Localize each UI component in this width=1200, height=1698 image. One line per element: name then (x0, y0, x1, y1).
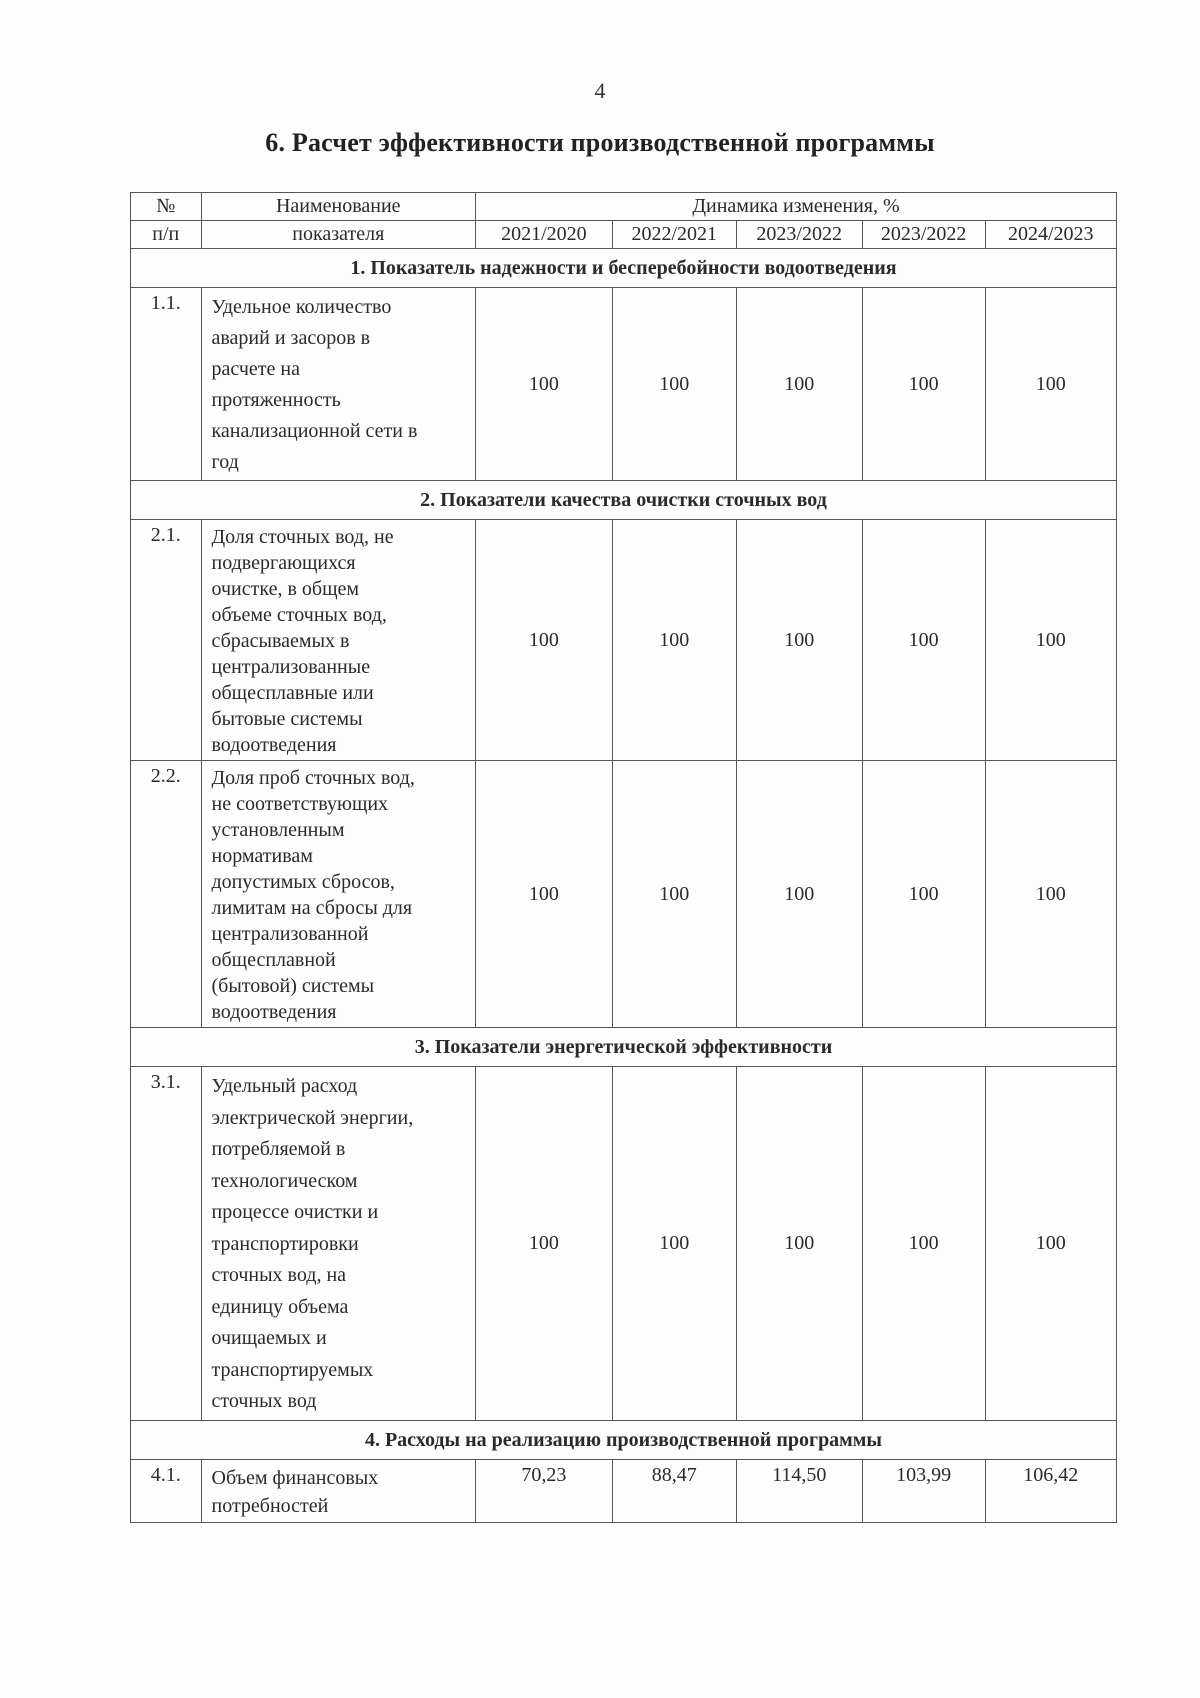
row-value: 100 (736, 288, 862, 481)
header-period: 2023/2022 (862, 221, 985, 249)
row-name-line: аварий и засоров в (211, 327, 371, 349)
row-name-line: очищаемых и (211, 1327, 327, 1349)
row-name-line: лимитам на сбросы для (211, 897, 413, 919)
row-value: 100 (985, 761, 1116, 1028)
row-name-line: протяженность (211, 389, 341, 411)
document-title: 6. Расчет эффективности производственной программы (265, 128, 935, 157)
row-value: 100 (862, 761, 985, 1028)
section-title: 3. Показатели энергетической эффективности (131, 1028, 1117, 1067)
row-value: 100 (862, 288, 985, 481)
row-name-line: транспортировки (211, 1232, 359, 1255)
row-value: 100 (862, 520, 985, 761)
row-number: 4.1. (131, 1459, 202, 1522)
row-value: 88,47 (612, 1459, 736, 1522)
row-value: 100 (476, 520, 613, 761)
row-name-line: подвергающихся (211, 552, 356, 574)
header-period: 2021/2020 (476, 221, 613, 249)
row-value: 103,99 (862, 1459, 985, 1522)
row-value: 100 (612, 1067, 736, 1421)
row-value: 100 (612, 520, 736, 761)
row-name-line: расчете на (211, 358, 300, 380)
table-row (131, 520, 1117, 761)
row-name (201, 1067, 476, 1421)
row-value: 106,42 (985, 1459, 1116, 1522)
row-name-line: канализационной сети в (211, 420, 418, 442)
row-value: 70,23 (476, 1459, 613, 1522)
row-value: 114,50 (736, 1459, 862, 1522)
row-name-line: Удельный расход (211, 1075, 358, 1097)
row-number: 2.2. (131, 761, 202, 1028)
row-name-line: транспортируемых (211, 1358, 374, 1381)
row-name (201, 1459, 476, 1522)
row-value: 100 (862, 1067, 985, 1421)
row-name-line: потребностей (211, 1494, 329, 1517)
row-value: 100 (612, 761, 736, 1028)
efficiency-table (130, 192, 1117, 1523)
row-name-line: год (211, 451, 239, 473)
row-name (201, 761, 476, 1028)
row-name (201, 520, 476, 761)
row-name-line: единицу объема (211, 1295, 349, 1318)
row-name-line: централизованные (211, 656, 371, 678)
row-name-line: электрической энергии, (211, 1106, 414, 1129)
row-name-line: (бытовой) системы (211, 975, 375, 997)
row-name-line: общесплавной (211, 949, 336, 971)
row-name-line: централизованной (211, 923, 369, 945)
header-num-line1: № (131, 193, 202, 221)
row-name-line: допустимых сбросов, (211, 871, 395, 893)
row-name-line: Доля проб сточных вод, (211, 767, 415, 789)
header-name-line2: показателя (201, 221, 476, 249)
header-period: 2024/2023 (985, 221, 1116, 249)
row-name-line: Удельное количество (211, 296, 392, 318)
header-period: 2023/2022 (736, 221, 862, 249)
row-name-line: объеме сточных вод, (211, 604, 387, 626)
row-value: 100 (736, 520, 862, 761)
row-value: 100 (985, 520, 1116, 761)
row-name-line: процессе очистки и (211, 1201, 379, 1223)
row-name-line: водоотведения (211, 1001, 337, 1023)
row-name-line: технологическом (211, 1169, 358, 1192)
row-name-line: сбрасываемых в (211, 630, 350, 652)
section-title: 1. Показатель надежности и бесперебойности водоотведения (131, 249, 1117, 288)
row-name-line: общесплавные или (211, 682, 374, 704)
row-name-line: не соответствующих (211, 793, 389, 815)
row-number: 2.1. (131, 520, 202, 761)
row-value: 100 (476, 761, 613, 1028)
table-row (131, 1067, 1117, 1421)
row-name-line: сточных вод (211, 1390, 317, 1412)
row-value: 100 (612, 288, 736, 481)
row-value: 100 (985, 288, 1116, 481)
row-name-line: бытовые системы (211, 708, 363, 730)
table-row (131, 761, 1117, 1028)
row-value: 100 (736, 761, 862, 1028)
header-dynamics: Динамика изменения, % (476, 193, 1117, 221)
header-name-line1: Наименование (201, 193, 476, 221)
row-name-line: Объем финансовых (211, 1466, 379, 1489)
row-name-line: сточных вод, на (211, 1264, 347, 1286)
row-name-line: водоотведения (211, 734, 337, 756)
page-number: 4 (594, 78, 606, 103)
row-value: 100 (476, 1067, 613, 1421)
row-name-line: Доля сточных вод, не (211, 526, 394, 548)
row-name-line: нормативам (211, 845, 313, 867)
section-title: 2. Показатели качества очистки сточных вод (131, 481, 1117, 520)
table-row (131, 288, 1117, 481)
row-name-line: потребляемой в (211, 1138, 346, 1160)
row-value: 100 (736, 1067, 862, 1421)
section-title: 4. Расходы на реализацию производственной программы (131, 1420, 1117, 1459)
row-name (201, 288, 476, 481)
row-number: 1.1. (131, 288, 202, 481)
row-name-line: очистке, в общем (211, 578, 360, 600)
row-number: 3.1. (131, 1067, 202, 1421)
row-name-line: установленным (211, 819, 345, 841)
row-value: 100 (985, 1067, 1116, 1421)
header-num-line2: п/п (131, 221, 202, 249)
header-period: 2022/2021 (612, 221, 736, 249)
table-row (131, 1459, 1117, 1522)
row-value: 100 (476, 288, 613, 481)
